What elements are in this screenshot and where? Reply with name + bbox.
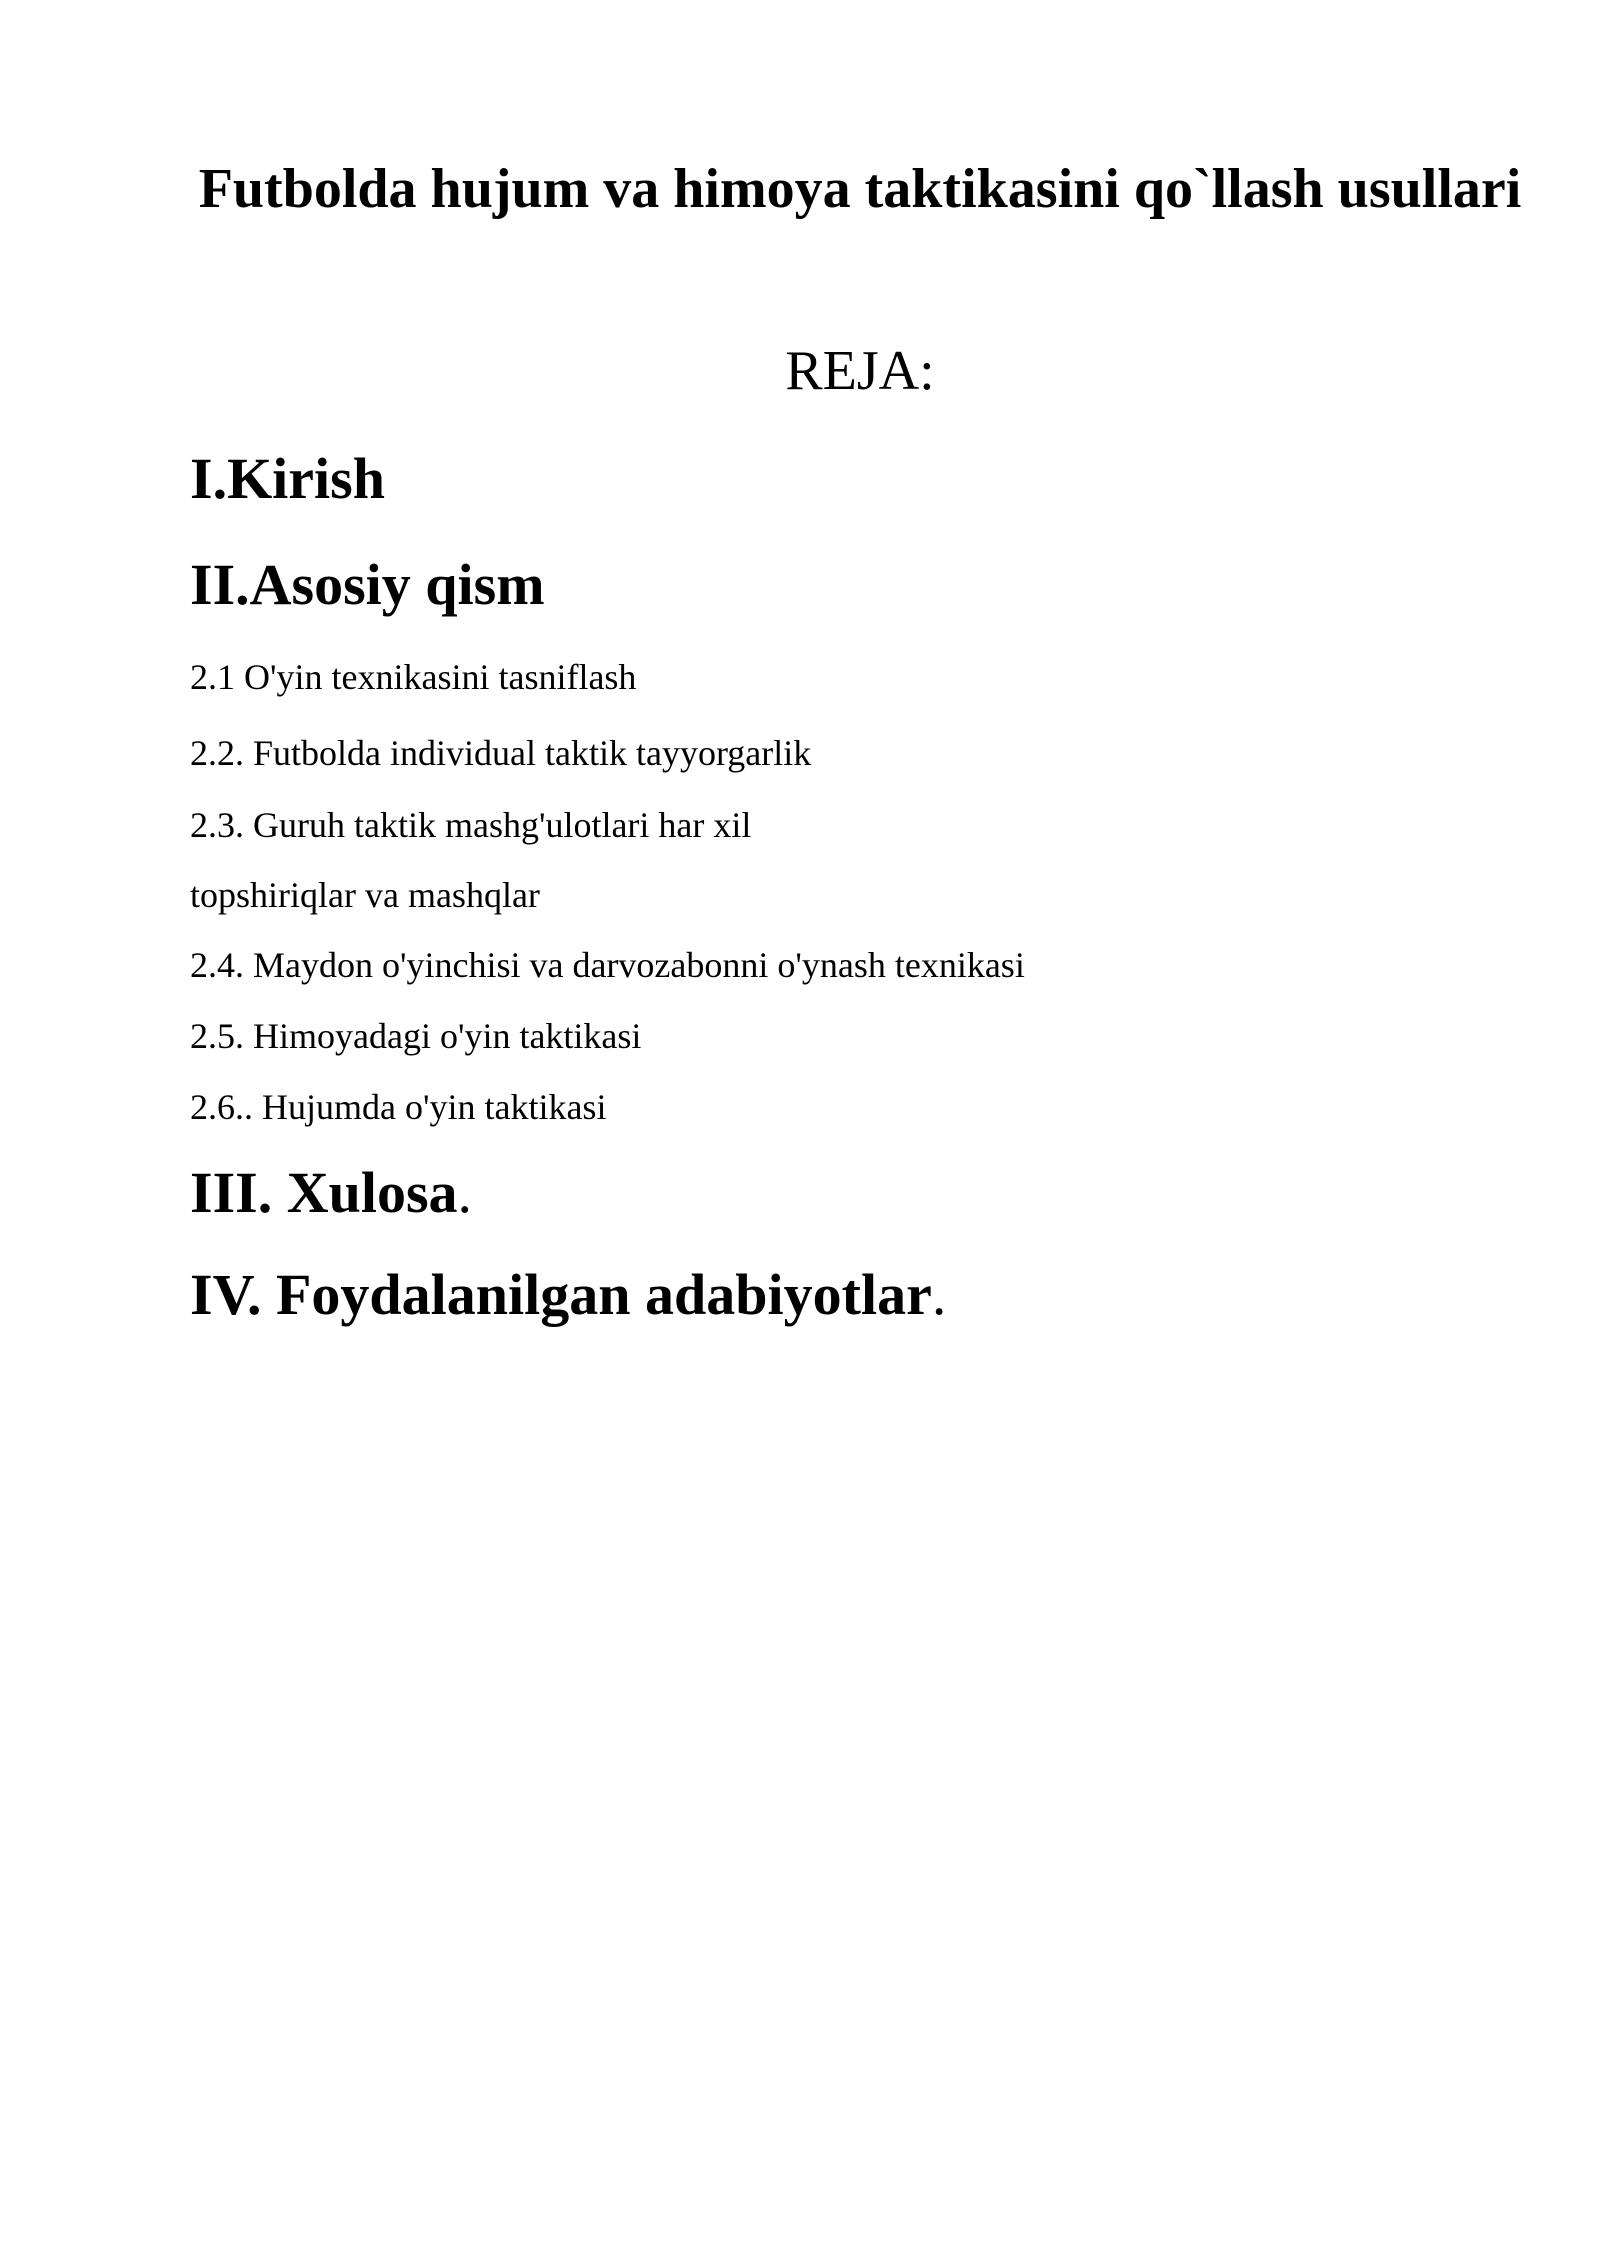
section-conclusion-dot: . [457, 1160, 473, 1225]
plan-heading: REJA: [785, 340, 935, 402]
section-references-dot: . [931, 1262, 947, 1327]
section-references-label: IV. Foydalanilgan adabiyotlar [190, 1262, 932, 1327]
subsection-2-3: 2.3. Guruh taktik mashg'ulotlari har xil [190, 805, 752, 845]
subsection-2-4: 2.4. Maydon o'yinchisi va darvozabonni o'ynash texnikasi [190, 945, 1025, 985]
subsection-2-1: 2.1 O'yin texnikasini tasniflash [190, 657, 637, 697]
subsection-2-3-continued: topshiriqlar va mashqlar [190, 875, 540, 915]
subsection-2-2: 2.2. Futbolda individual taktik tayyorgarlik [190, 733, 812, 773]
section-references [190, 1260, 946, 1330]
section-conclusion-label: III. Xulosa [190, 1160, 458, 1225]
subsection-2-5: 2.5. Himoyadagi o'yin taktikasi [190, 1016, 642, 1056]
subsection-2-6: 2.6.. Hujumda o'yin taktikasi [190, 1087, 607, 1127]
section-conclusion [190, 1158, 472, 1228]
document-title: Futbolda hujum va himoya taktikasini qo`llash usullari [198, 158, 1522, 220]
section-main: II.Asosiy qism [190, 552, 545, 617]
section-intro: I.Kirish [190, 446, 385, 511]
